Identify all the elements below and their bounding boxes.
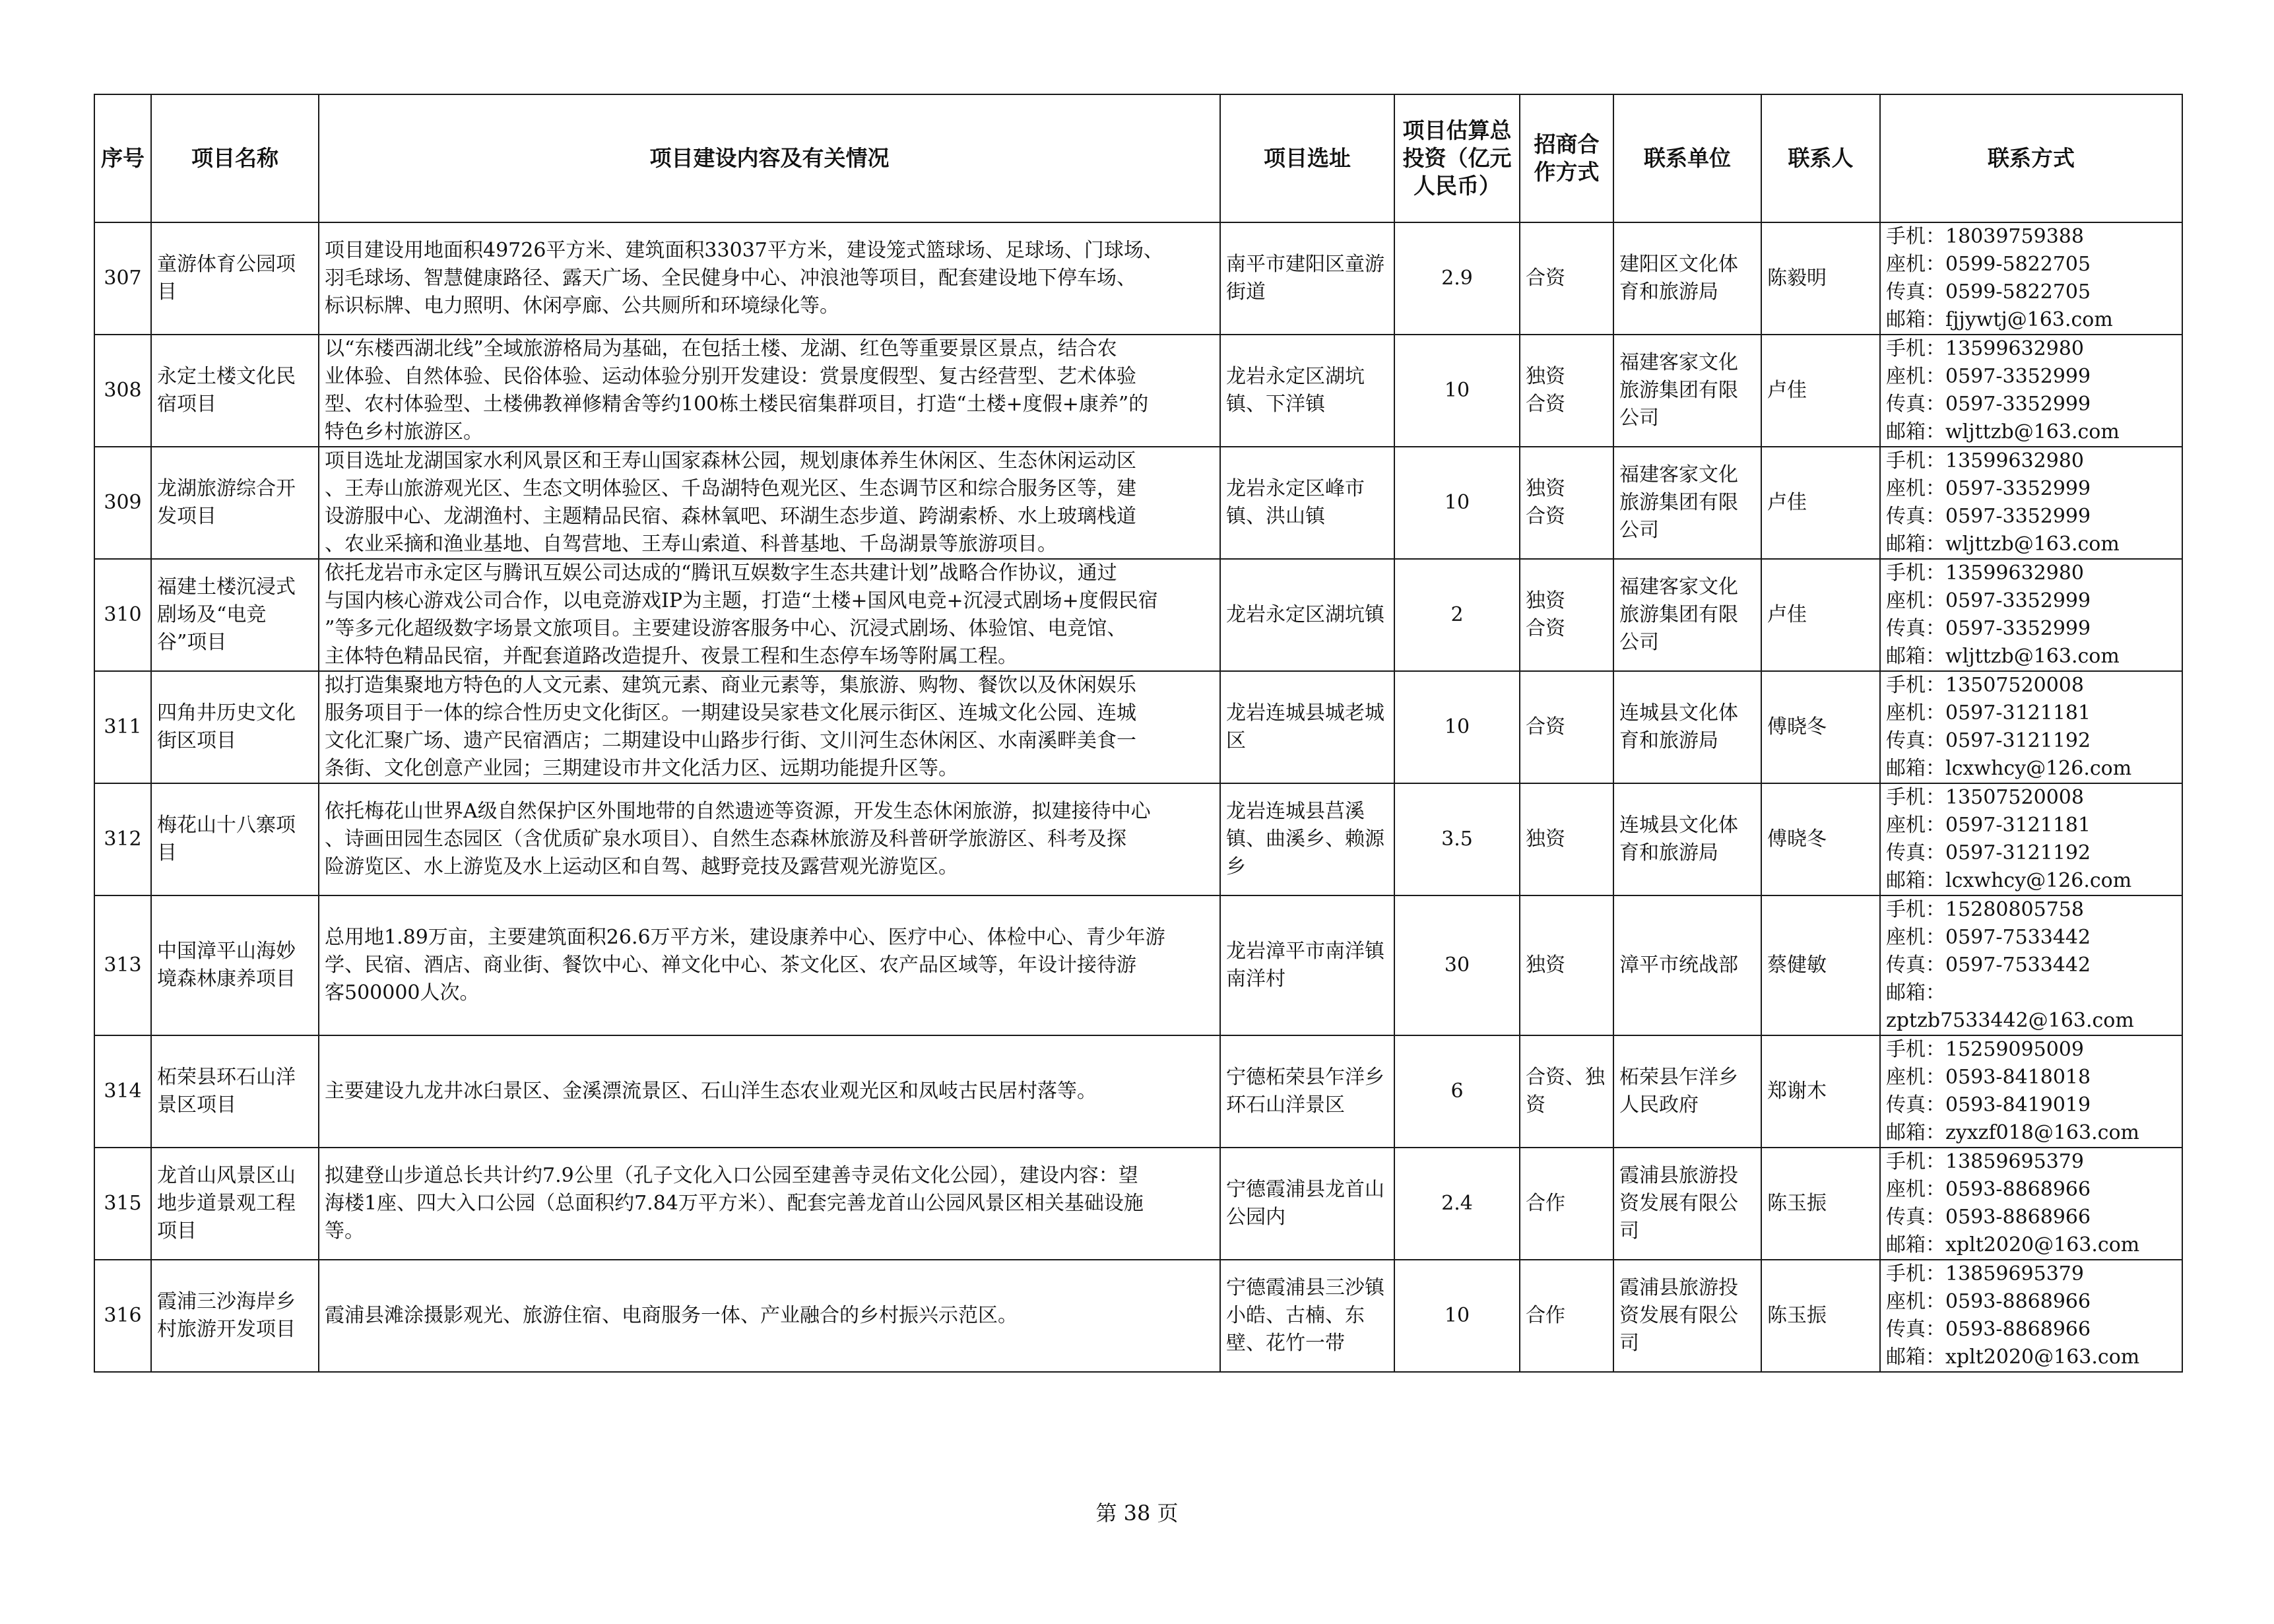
cell-investment: 6 (1394, 1035, 1520, 1148)
cell-investment: 3.5 (1394, 783, 1520, 895)
cell-seq: 311 (94, 671, 151, 783)
header-seq: 序号 (94, 94, 151, 222)
cell-seq: 314 (94, 1035, 151, 1148)
cell-content: 拟打造集聚地方特色的人文元素、建筑元素、商业元素等，集旅游、购物、餐饮以及休闲娱乐 服务项目于一体的综合性历史文化街区。一期建设吴家巷文化展示街区、连城文化公园、连城 文化汇聚广场、遗产民宿酒店；二期建设中山路步行街、文川河生态休闲区、水南溪畔美食一 条街、文化创意产业园；三期建设市井文化活力区、远期功能提升区等。 (319, 671, 1220, 783)
cell-contact: 手机：13507520008 座机：0597-3121181 传真：0597-3121192 邮箱：lcxwhcy@126.com (1880, 671, 2182, 783)
table-row (94, 1260, 2182, 1372)
cell-content: 依托龙岩市永定区与腾讯互娱公司达成的“腾讯互娱数字生态共建计划”战略合作协议，通过 与国内核心游戏公司合作，以电竞游戏IP为主题，打造“土楼+国风电竞+沉浸式剧场+度假民宿 ”等多元化超级数字场景文旅项目。主要建设游客服务中心、沉浸式剧场、体验馆、电竞馆、 主体特色精品民宿，并配套道路改造提升、夜景工程和生态停车场等附属工程。 (319, 559, 1220, 671)
cell-contact: 手机：13599632980 座机：0597-3352999 传真：0597-3352999 邮箱：wljttzb@163.com (1880, 335, 2182, 447)
cell-investment: 30 (1394, 895, 1520, 1035)
cell-content: 依托梅花山世界A级自然保护区外围地带的自然遗迹等资源，开发生态休闲旅游，拟建接待中心 、诗画田园生态园区（含优质矿泉水项目）、自然生态森林旅游及科普研学旅游区、科考及探 险游览区、水上游览及水上运动区和自驾、越野竞技及露营观光游览区。 (319, 783, 1220, 895)
header-content: 项目建设内容及有关情况 (319, 94, 1220, 222)
cell-person: 卢佳 (1761, 447, 1880, 559)
cell-unit: 福建客家文化旅游集团有限公司 (1613, 559, 1761, 671)
cell-mode: 合资 (1520, 222, 1613, 335)
cell-project-name: 童游体育公园项目 (151, 222, 319, 335)
table-row (94, 222, 2182, 335)
cell-contact: 手机：13599632980 座机：0597-3352999 传真：0597-3352999 邮箱：wljttzb@163.com (1880, 559, 2182, 671)
cell-seq: 307 (94, 222, 151, 335)
cell-unit: 福建客家文化旅游集团有限公司 (1613, 335, 1761, 447)
cell-content: 主要建设九龙井冰臼景区、金溪漂流景区、石山洋生态农业观光区和凤岐古民居村落等。 (319, 1035, 1220, 1148)
cell-person: 傅晓冬 (1761, 671, 1880, 783)
header-row (94, 94, 2182, 222)
cell-mode: 独资 (1520, 895, 1613, 1035)
cell-person: 卢佳 (1761, 335, 1880, 447)
cell-mode: 合作 (1520, 1148, 1613, 1260)
cell-project-name: 霞浦三沙海岸乡村旅游开发项目 (151, 1260, 319, 1372)
cell-investment: 10 (1394, 335, 1520, 447)
cell-mode: 合资 (1520, 671, 1613, 783)
table-row (94, 671, 2182, 783)
cell-person: 郑谢木 (1761, 1035, 1880, 1148)
header-investment: 项目估算总投资（亿元人民币） (1394, 94, 1520, 222)
cell-unit: 霞浦县旅游投资发展有限公司 (1613, 1148, 1761, 1260)
cell-location: 龙岩永定区峰市镇、洪山镇 (1220, 447, 1394, 559)
header-location: 项目选址 (1220, 94, 1394, 222)
table-row (94, 335, 2182, 447)
cell-person: 陈毅明 (1761, 222, 1880, 335)
cell-contact: 手机：13859695379 座机：0593-8868966 传真：0593-8868966 邮箱：xplt2020@163.com (1880, 1148, 2182, 1260)
cell-mode: 独资 合资 (1520, 559, 1613, 671)
cell-person: 蔡健敏 (1761, 895, 1880, 1035)
cell-contact: 手机：15280805758 座机：0597-7533442 传真：0597-7533442 邮箱：zptzb7533442@163.com (1880, 895, 2182, 1035)
cell-location: 龙岩永定区湖坑镇、下洋镇 (1220, 335, 1394, 447)
header-unit: 联系单位 (1613, 94, 1761, 222)
cell-contact: 手机：13859695379 座机：0593-8868966 传真：0593-8868966 邮箱：xplt2020@163.com (1880, 1260, 2182, 1372)
cell-mode: 独资 合资 (1520, 447, 1613, 559)
cell-person: 卢佳 (1761, 559, 1880, 671)
cell-mode: 独资 (1520, 783, 1613, 895)
cell-location: 龙岩连城县城老城区 (1220, 671, 1394, 783)
cell-location: 宁德霞浦县三沙镇小皓、古楠、东壁、花竹一带 (1220, 1260, 1394, 1372)
cell-unit: 连城县文化体育和旅游局 (1613, 671, 1761, 783)
table-row (94, 447, 2182, 559)
cell-investment: 2 (1394, 559, 1520, 671)
cell-person: 陈玉振 (1761, 1260, 1880, 1372)
cell-location: 南平市建阳区童游街道 (1220, 222, 1394, 335)
cell-investment: 10 (1394, 447, 1520, 559)
cell-seq: 308 (94, 335, 151, 447)
cell-seq: 316 (94, 1260, 151, 1372)
cell-content: 总用地1.89万亩，主要建筑面积26.6万平方米，建设康养中心、医疗中心、体检中心、青少年游 学、民宿、酒店、商业街、餐饮中心、禅文化中心、茶文化区、农产品区域等，年设计接待游 客500000人次。 (319, 895, 1220, 1035)
header-name: 项目名称 (151, 94, 319, 222)
cell-location: 龙岩永定区湖坑镇 (1220, 559, 1394, 671)
cell-content: 霞浦县滩涂摄影观光、旅游住宿、电商服务一体、产业融合的乡村振兴示范区。 (319, 1260, 1220, 1372)
cell-contact: 手机：15259095009 座机：0593-8418018 传真：0593-8419019 邮箱：zyxzf018@163.com (1880, 1035, 2182, 1148)
cell-project-name: 中国漳平山海妙境森林康养项目 (151, 895, 319, 1035)
cell-content: 项目建设用地面积49726平方米、建筑面积33037平方米，建设笼式篮球场、足球场、门球场、 羽毛球场、智慧健康路径、露天广场、全民健身中心、冲浪池等项目，配套建设地下停车场、 标识标牌、电力照明、休闲亭廊、公共厕所和环境绿化等。 (319, 222, 1220, 335)
cell-person: 陈玉振 (1761, 1148, 1880, 1260)
cell-investment: 10 (1394, 1260, 1520, 1372)
cell-project-name: 柘荣县环石山洋景区项目 (151, 1035, 319, 1148)
cell-unit: 连城县文化体育和旅游局 (1613, 783, 1761, 895)
cell-unit: 建阳区文化体育和旅游局 (1613, 222, 1761, 335)
page-number: 第 38 页 (1095, 1501, 1179, 1526)
cell-unit: 霞浦县旅游投资发展有限公司 (1613, 1260, 1761, 1372)
cell-location: 宁德柘荣县乍洋乡环石山洋景区 (1220, 1035, 1394, 1148)
cell-seq: 315 (94, 1148, 151, 1260)
cell-investment: 2.4 (1394, 1148, 1520, 1260)
cell-contact: 手机：18039759388 座机：0599-5822705 传真：0599-5822705 邮箱：fjjywtj@163.com (1880, 222, 2182, 335)
cell-investment: 10 (1394, 671, 1520, 783)
cell-person: 傅晓冬 (1761, 783, 1880, 895)
cell-project-name: 梅花山十八寨项目 (151, 783, 319, 895)
header-mode: 招商合作方式 (1520, 94, 1613, 222)
header-person: 联系人 (1761, 94, 1880, 222)
project-table (94, 94, 2183, 1373)
cell-mode: 合资、独资 (1520, 1035, 1613, 1148)
cell-project-name: 福建土楼沉浸式剧场及“电竞谷”项目 (151, 559, 319, 671)
cell-investment: 2.9 (1394, 222, 1520, 335)
cell-project-name: 龙湖旅游综合开发项目 (151, 447, 319, 559)
cell-mode: 合作 (1520, 1260, 1613, 1372)
table-row (94, 783, 2182, 895)
table-row (94, 559, 2182, 671)
cell-location: 宁德霞浦县龙首山公园内 (1220, 1148, 1394, 1260)
cell-project-name: 四角井历史文化街区项目 (151, 671, 319, 783)
cell-unit: 柘荣县乍洋乡人民政府 (1613, 1035, 1761, 1148)
cell-seq: 312 (94, 783, 151, 895)
cell-seq: 313 (94, 895, 151, 1035)
cell-seq: 309 (94, 447, 151, 559)
cell-location: 龙岩漳平市南洋镇南洋村 (1220, 895, 1394, 1035)
cell-unit: 漳平市统战部 (1613, 895, 1761, 1035)
cell-project-name: 龙首山风景区山地步道景观工程项目 (151, 1148, 319, 1260)
table-row (94, 895, 2182, 1035)
cell-content: 项目选址龙湖国家水利风景区和王寿山国家森林公园，规划康体养生休闲区、生态休闲运动区 、王寿山旅游观光区、生态文明体验区、千岛湖特色观光区、生态调节区和综合服务区等，建 设游服中心、龙湖渔村、主题精品民宿、森林氧吧、环湖生态步道、跨湖索桥、水上玻璃栈道 、农业采摘和渔业基地、自驾营地、王寿山索道、科普基地、千岛湖景等旅游项目。 (319, 447, 1220, 559)
cell-content: 以“东楼西湖北线”全域旅游格局为基础，在包括土楼、龙湖、红色等重要景区景点，结合农 业体验、自然体验、民俗体验、运动体验分别开发建设：赏景度假型、复古经营型、艺术体验 型、农村体验型、土楼佛教禅修精舍等约100栋土楼民宿集群项目，打造“土楼+度假+康养”的 特色乡村旅游区。 (319, 335, 1220, 447)
cell-contact: 手机：13599632980 座机：0597-3352999 传真：0597-3352999 邮箱：wljttzb@163.com (1880, 447, 2182, 559)
header-contact: 联系方式 (1880, 94, 2182, 222)
cell-unit: 福建客家文化旅游集团有限公司 (1613, 447, 1761, 559)
cell-seq: 310 (94, 559, 151, 671)
table-row (94, 1148, 2182, 1260)
cell-project-name: 永定土楼文化民宿项目 (151, 335, 319, 447)
table-row (94, 1035, 2182, 1148)
cell-contact: 手机：13507520008 座机：0597-3121181 传真：0597-3121192 邮箱：lcxwhcy@126.com (1880, 783, 2182, 895)
cell-content: 拟建登山步道总长共计约7.9公里（孔子文化入口公园至建善寺灵佑文化公园），建设内容：望 海楼1座、四大入口公园（总面积约7.84万平方米）、配套完善龙首山公园风景区相关基础设施 等。 (319, 1148, 1220, 1260)
cell-location: 龙岩连城县莒溪镇、曲溪乡、赖源乡 (1220, 783, 1394, 895)
cell-mode: 独资 合资 (1520, 335, 1613, 447)
